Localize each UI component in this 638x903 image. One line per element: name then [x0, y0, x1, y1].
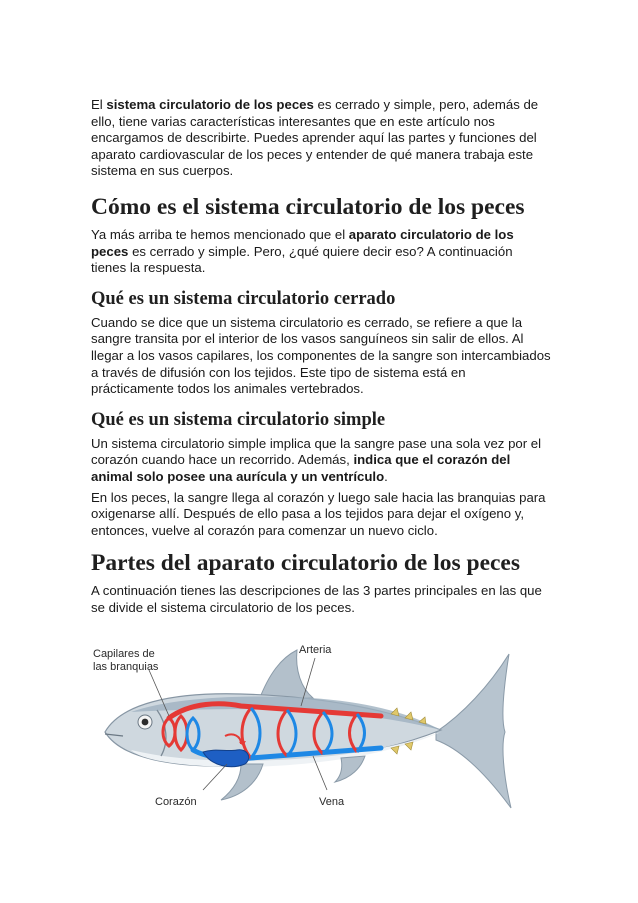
section1-paragraph — [91, 227, 551, 277]
intro-text-2: es cerrado y simple, pero, además de ello, tiene varias características interesantes que en este artículo nos encargamos de describirte. Puedes aprender aquí las partes y funciones del aparato cardiovascular de los peces y entender de qué manera trabaja este sistema en sus cuerpos. — [91, 97, 539, 179]
section3-text-2: . — [384, 468, 388, 484]
fish-circulatory-diagram — [91, 640, 523, 818]
intro-text-1: El — [91, 97, 107, 112]
pelvic-fin — [221, 764, 263, 800]
label-vena: Vena — [319, 796, 345, 808]
label-corazon: Corazón — [155, 796, 197, 808]
label-capilares-line2: las branquias — [93, 661, 159, 673]
section3-heading: Qué es un sistema circulatorio simple — [91, 409, 386, 430]
section3-paragraph-2: En los peces, la sangre llega al corazón y luego sale hacia las branquias para oxigenarse allí. Después de ello pasa a los tejidos para dejar el oxígeno y, entonces, vuelve al corazón para comenzar un nuevo ciclo. — [91, 489, 546, 538]
document-page — [91, 97, 551, 616]
section4-paragraph: A continuación tienes las descripciones de las 3 partes principales en las que se divide el sistema circulatorio de los peces. — [91, 583, 542, 615]
leader-corazon — [203, 764, 227, 790]
section2-paragraph: Cuando se dice que un sistema circulatorio es cerrado, se refiere a que la sangre transita por el interior de los vasos sanguíneos sin salir de ellos. Al llegar a los vasos capilares, los componentes de la sangre son intercambiados a través de difusión con los tejidos. Este tipo de sistema está en prácticamente todos los animales vertebrados. — [91, 314, 551, 397]
fish-pupil — [142, 719, 149, 726]
section1-heading: Cómo es el sistema circulatorio de los peces — [91, 193, 525, 220]
section2-heading: Qué es un sistema circulatorio cerrado — [91, 288, 396, 309]
label-arteria: Arteria — [299, 644, 332, 656]
intro-bold-1: sistema circulatorio de los peces — [106, 97, 314, 112]
anal-fin — [335, 756, 365, 782]
label-capilares-line1: Capilares de — [93, 648, 155, 660]
fish-tail — [436, 654, 511, 808]
section1-text-1: Ya más arriba te hemos mencionado que el — [91, 226, 349, 242]
section4-heading: Partes del aparato circulatorio de los peces — [91, 550, 521, 577]
intro-paragraph — [91, 97, 551, 180]
section3-bold-1: indica que el corazón del animal solo posee una aurícula y un ventrículo — [91, 452, 511, 484]
section3-paragraph-1 — [91, 436, 551, 486]
section1-text-2: es cerrado y simple. Pero, ¿qué quiere decir eso? A continuación tienes la respuesta. — [91, 243, 513, 276]
fish-diagram-svg — [91, 640, 523, 818]
section1-bold-1: aparato circulatorio de los peces — [91, 226, 514, 259]
section3-text-1: Un sistema circulatorio simple implica que la sangre pase una sola vez por el corazón cuando hace un recorrido. Además, — [91, 435, 542, 468]
